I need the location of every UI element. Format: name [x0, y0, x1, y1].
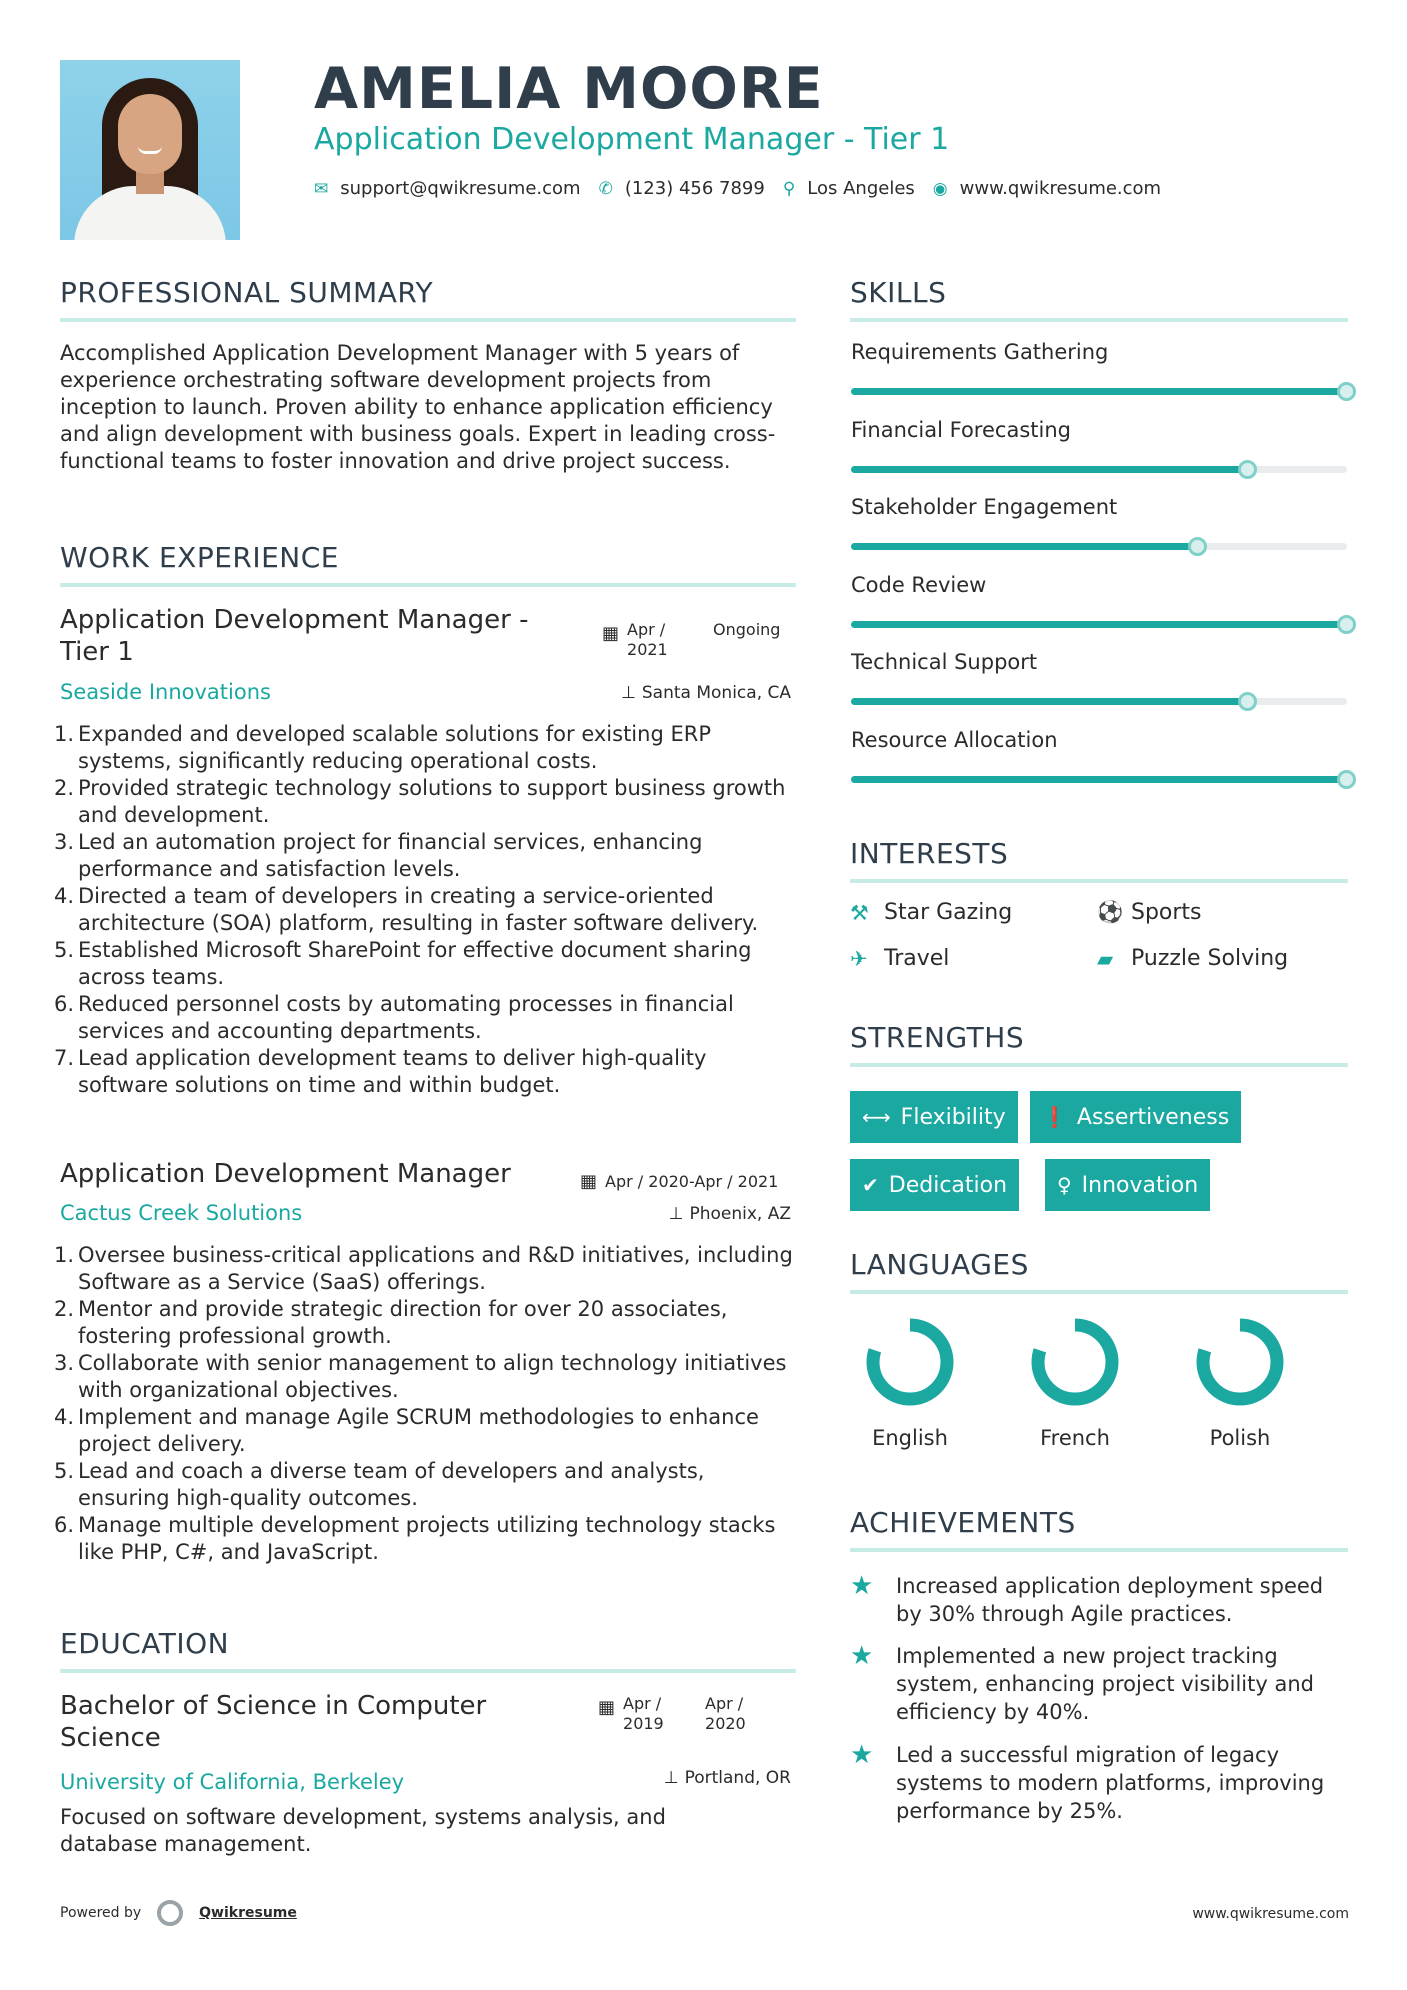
company-name: Seaside Innovations — [60, 680, 271, 704]
list-item: 1. Oversee business-critical applications and R&D initiatives, including Software as a Service (SaaS) offerings. — [54, 1243, 793, 1294]
award-star-icon: ★ — [850, 1740, 874, 1770]
achievement-item: ★ Led a successful migration of legacy systems to modern platforms, improving performance by 25%. — [850, 1740, 1325, 1823]
list-item: 6. Reduced personnel costs by automating processes in financial services and accounting departments. — [54, 992, 734, 1043]
language-name: Polish — [1209, 1426, 1271, 1450]
skill-level-knob — [1337, 770, 1356, 789]
skill-name: Code Review — [851, 572, 987, 597]
job-location-text: Phoenix, AZ — [689, 1204, 791, 1224]
job-title: Application Development Manager — [60, 1159, 511, 1189]
degree-title: Bachelor of Science in Computer Science — [60, 1691, 487, 1753]
list-item: 6. Manage multiple development projects utilizing technology stacks like PHP, C#, and JavaScript. — [54, 1513, 776, 1564]
list-item: 4. Directed a team of developers in creating a service-oriented architecture (SOA) platform, resulting in faster software delivery. — [54, 884, 759, 935]
skill-name: Technical Support — [851, 650, 1038, 674]
contact-phone[interactable]: (123) 456 7899 — [624, 178, 765, 199]
summary-heading: PROFESSIONAL SUMMARY — [60, 276, 434, 309]
skill-level-fill — [851, 543, 1198, 550]
languages-heading: LANGUAGES — [850, 1248, 1029, 1281]
skill-level-fill — [851, 776, 1347, 783]
candidate-name: AMELIA MOORE — [314, 56, 824, 122]
education-location-text: Portland, OR — [684, 1768, 791, 1788]
lightbulb-icon: ♀ — [1057, 1173, 1072, 1197]
strength-badge: ⟷ Flexibility — [850, 1091, 1018, 1143]
award-star-icon: ★ — [850, 1641, 874, 1671]
book-icon: ▰ — [1097, 946, 1114, 971]
achievement-item: ★ Increased application deployment speed by 30% through Agile practices. — [850, 1571, 1324, 1626]
education-end-date: Apr / 2020 — [705, 1694, 746, 1733]
interests-heading: INTERESTS — [850, 837, 1009, 870]
footer-powered-by — [60, 1900, 297, 1926]
interests-divider — [850, 879, 1348, 883]
language-level-ring — [1194, 1316, 1286, 1408]
job-title: Application Development Manager - Tier 1 — [60, 605, 529, 667]
calendar-icon: ▦ — [602, 623, 620, 644]
qwikresume-logo-icon — [157, 1900, 183, 1926]
achievements-heading: ACHIEVEMENTS — [850, 1506, 1076, 1539]
school-name: University of California, Berkeley — [60, 1770, 405, 1794]
language-item — [1170, 1316, 1310, 1450]
powered-by-label: Powered by — [60, 1905, 142, 1921]
job-duties-list — [54, 1242, 800, 1566]
interest-item: ⚒ Star Gazing — [850, 900, 1013, 925]
job-dates — [580, 1172, 778, 1192]
skill-level-knob — [1337, 382, 1356, 401]
skill-level-knob — [1238, 460, 1257, 479]
footer-url[interactable]: www.qwikresume.com — [1192, 1906, 1349, 1922]
summary-divider — [60, 318, 796, 322]
candidate-title: Application Development Manager - Tier 1 — [314, 122, 950, 157]
skill-level-fill — [851, 466, 1248, 473]
job-location — [669, 1204, 791, 1224]
skill-level-fill — [851, 698, 1248, 705]
company-name: Cactus Creek Solutions — [60, 1201, 303, 1225]
job-start-date: Apr / 2021 — [627, 620, 668, 659]
strengths-divider — [850, 1063, 1348, 1067]
contact-website[interactable]: www.qwikresume.com — [959, 178, 1162, 199]
education-location — [664, 1768, 791, 1788]
list-item: 5. Established Microsoft SharePoint for effective document sharing across teams. — [54, 938, 752, 989]
education-divider — [60, 1669, 796, 1673]
globe-icon: ◉ — [932, 178, 948, 199]
strengths-heading: STRENGTHS — [850, 1021, 1025, 1054]
calendar-icon: ▦ — [580, 1171, 598, 1192]
phone-icon: ✆ — [598, 178, 613, 199]
list-item: 4. Implement and manage Agile SCRUM methodologies to enhance project delivery. — [54, 1405, 759, 1456]
location-pin-icon: ⚲ — [782, 178, 796, 199]
profile-photo — [60, 60, 240, 240]
education-dates — [598, 1694, 767, 1734]
skill-level-bar — [851, 776, 1347, 783]
education-heading: EDUCATION — [60, 1627, 230, 1660]
skill-level-knob — [1188, 537, 1207, 556]
check-circle-icon: ✔ — [862, 1173, 879, 1197]
pushpin-icon: ⊥ — [668, 1204, 684, 1224]
list-item: 7. Lead application development teams to deliver high-quality software solutions on time and within budget. — [54, 1046, 707, 1097]
experience-divider — [60, 583, 796, 587]
list-item: 2. Provided strategic technology solutions to support business growth and development. — [54, 776, 786, 827]
strength-badge: ✔ Dedication — [850, 1159, 1019, 1211]
strength-badge: ♀ Innovation — [1045, 1159, 1210, 1211]
interest-item: ▰ Puzzle Solving — [1097, 946, 1289, 971]
brand-link[interactable]: Qwikresume — [199, 1905, 297, 1921]
skill-level-bar — [851, 543, 1347, 550]
contact-location: Los Angeles — [807, 178, 915, 199]
contact-bar — [314, 178, 1179, 199]
award-star-icon: ★ — [850, 1571, 874, 1601]
skill-level-fill — [851, 388, 1347, 395]
skill-name: Financial Forecasting — [851, 417, 1071, 442]
plane-icon: ✈ — [850, 946, 868, 971]
education-start-date: Apr / 2019 — [623, 1694, 664, 1733]
gavel-icon: ⚒ — [850, 900, 869, 925]
list-item: 1. Expanded and developed scalable solutions for existing ERP systems, significantly reducing operational costs. — [54, 722, 711, 773]
arrows-horizontal-icon: ⟷ — [862, 1105, 891, 1129]
achievement-item: ★ Implemented a new project tracking system, enhancing project visibility and efficiency by 40%. — [850, 1641, 1314, 1724]
job-end-date: Ongoing — [713, 620, 781, 639]
language-name: English — [872, 1426, 948, 1450]
skill-level-fill — [851, 621, 1347, 628]
language-item — [1005, 1316, 1145, 1450]
skill-level-knob — [1337, 615, 1356, 634]
education-description: Focused on software development, systems analysis, and database management. — [60, 1805, 666, 1856]
job-date-range: Apr / 2020-Apr / 2021 — [605, 1172, 779, 1191]
strength-badge: ❗ Assertiveness — [1030, 1091, 1241, 1143]
language-item — [840, 1316, 980, 1450]
soccer-ball-icon: ⚽ — [1097, 900, 1124, 924]
job-dates — [602, 620, 793, 660]
skill-name: Requirements Gathering — [851, 340, 1109, 364]
skills-divider — [850, 318, 1348, 322]
skill-name: Stakeholder Engagement — [851, 495, 1118, 519]
email-icon: ✉ — [314, 178, 329, 199]
language-level-ring — [864, 1316, 956, 1408]
list-item: 3. Collaborate with senior management to align technology initiatives with organizational objectives. — [54, 1351, 787, 1402]
skills-heading: SKILLS — [850, 276, 947, 309]
summary-text: Accomplished Application Development Manager with 5 years of experience orchestrating software development projects from inception to launch. Proven ability to enhance application efficiency and align development with business goals. Expert in leading cross-functional teams to foster innovation and drive project success. — [60, 341, 776, 473]
interest-item: ✈ Travel — [850, 946, 950, 971]
skill-level-bar — [851, 388, 1347, 395]
experience-heading: WORK EXPERIENCE — [60, 541, 339, 574]
interest-item: ⚽ Sports — [1097, 900, 1202, 925]
skill-level-bar — [851, 698, 1347, 705]
skill-level-bar — [851, 621, 1347, 628]
achievements-divider — [850, 1548, 1348, 1552]
job-location-text: Santa Monica, CA — [641, 683, 791, 703]
exclamation-circle-icon: ❗ — [1042, 1105, 1067, 1129]
calendar-icon: ▦ — [598, 1697, 616, 1718]
list-item: 2. Mentor and provide strategic direction for over 20 associates, fostering professional growth. — [54, 1297, 728, 1348]
list-item: 3. Led an automation project for financial services, enhancing performance and satisfaction levels. — [54, 830, 703, 881]
pushpin-icon: ⊥ — [621, 683, 636, 703]
language-level-ring — [1029, 1316, 1121, 1408]
list-item: 5. Lead and coach a diverse team of developers and analysts, ensuring high-quality outcomes. — [54, 1459, 705, 1510]
contact-email[interactable]: support@qwikresume.com — [340, 178, 581, 199]
languages-divider — [850, 1290, 1348, 1294]
language-name: French — [1040, 1426, 1110, 1450]
job-duties-list — [54, 721, 800, 1099]
pushpin-icon: ⊥ — [663, 1768, 679, 1788]
skill-level-bar — [851, 466, 1347, 473]
job-location — [621, 683, 791, 703]
skill-name: Resource Allocation — [851, 727, 1058, 752]
skill-level-knob — [1238, 692, 1257, 711]
